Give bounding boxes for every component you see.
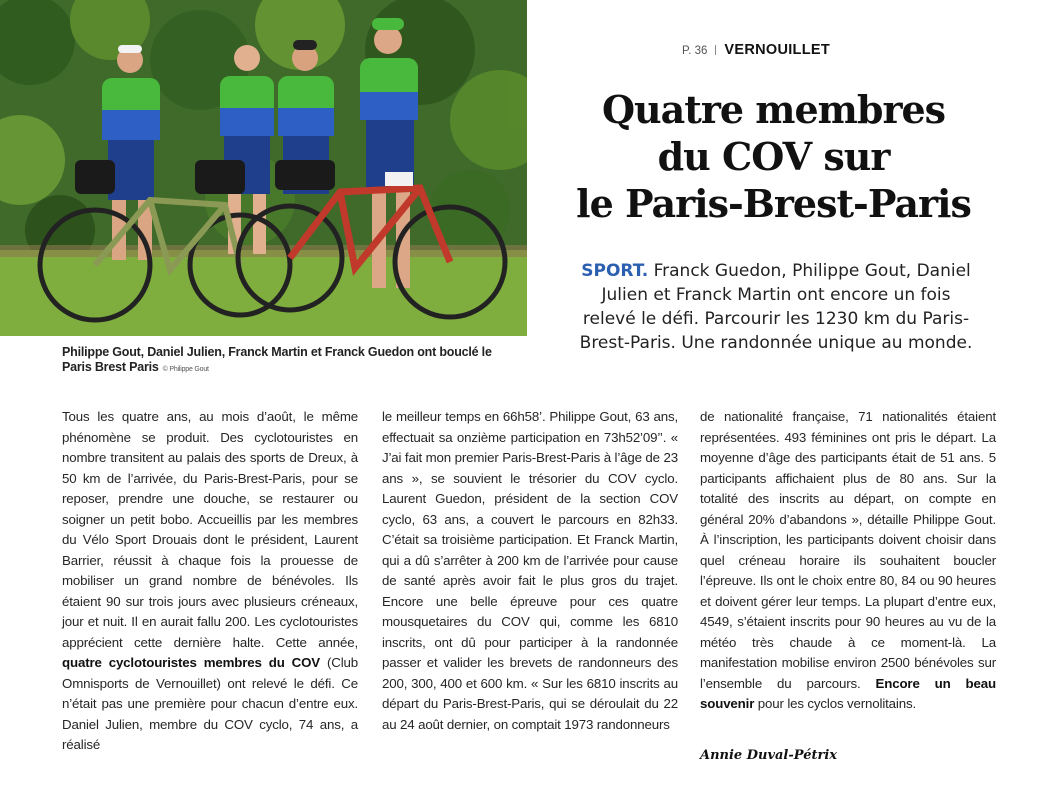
section-name: VERNOUILLET	[724, 42, 830, 58]
col3-highlight: Encore un beau souvenir	[700, 675, 996, 711]
lede	[576, 259, 976, 355]
col1-text-b: (Club Omnisports de Vernouillet) ont relevé le défi. Ce n’était pas une première pour chacun d’entre eux. Daniel Julien, membre du COV cyclo, 74 ans, a réalisé	[62, 655, 359, 752]
body-column-3	[700, 407, 996, 787]
col1-highlight: quatre cyclotouristes membres du COV	[62, 655, 321, 670]
page-number: P. 36	[682, 45, 708, 57]
saddle-bag	[275, 160, 335, 190]
col1-text-a: Tous les quatre ans, au mois d’août, le même phénomène se produit. Des cyclotouristes en nombre transitent au palais des sports de Dreux, à 50 km de l’arrivée, du Paris-Brest-Paris, pour se reposer, prendre une douche, se restaurer ou soigner un petit bobo. Accueillis par les membres du Vélo Sport Drouais dont le président, Laurent Barrier, réussit à chaque fois la prouesse de mobiliser un grand nombre de bénévoles. Ils étaient 90 sur trois jours avec plusieurs créneaux, jour et nuit. Il en aurait fallu 200. Les cyclotouristes apprécient cette dernière halte. Cette année,	[62, 409, 358, 650]
photo-caption	[62, 345, 502, 377]
headline-line-1: Quatre membres	[601, 87, 946, 132]
col3-text-a: de nationalité française, 71 nationalités étaient représentées. 493 féminines ont pris le départ. La moyenne d’âge des participants était de 51 ans. 5 participants affichaient plus de 80 ans. Sur la totalité des inscrits au départ, on compte en général 20% d’abandons », détaille Philippe Gout. À l’inscription, les participants doivent choisir dans quel créneau horaire ils souhaitent boucler l’épreuve. Ils ont le choix entre 80, 84 ou 90 heures et doivent gérer leur temps. La plupart d’entre eux, 4549, s’étaient inscrits pour 90 heures au vu de la météo très chaude à ce moment-là. La manifestation mobilise environ 2500 bénévoles sur l’ensemble du parcours.	[700, 409, 996, 691]
lede-tag: SPORT.	[581, 261, 649, 281]
headline-line-2: du COV sur	[657, 134, 890, 179]
author-signature: Annie Duval-Pétrix	[700, 748, 838, 763]
lede-text: Franck Guedon, Philippe Gout, Daniel Julien et Franck Martin ont encore un fois relevé le défi. Parcourir les 1230 km du Paris-Brest-Paris. Une randonnée unique au monde.	[579, 261, 973, 353]
body-column-1	[62, 407, 358, 787]
caption-text: Philippe Gout, Daniel Julien, Franck Martin et Franck Guedon ont bouclé le Paris Brest Paris	[62, 345, 492, 374]
saddle-bag	[195, 160, 245, 194]
col3-text-b: pour les cyclos vernolitains.	[757, 696, 917, 711]
photo-credit: © Philippe Gout	[162, 366, 209, 373]
kicker	[682, 42, 830, 58]
body-column-2	[382, 407, 678, 787]
headline-line-3: le Paris-Brest-Paris	[576, 181, 971, 226]
col2-text: le meilleur temps en 66h58’. Philippe Gout, 63 ans, effectuait sa onzième participation en 73h52’09’’. « J’ai fait mon premier Paris-Brest-Paris à l’âge de 23 ans », se souvient le trésorier du COV cyclo. Laurent Guedon, président de la section COV cyclo, 63 ans, a couvert le parcours en 82h33. C’était sa troisième participation. Et Franck Martin, qui a dû s’arrêter à 200 km de l’arrivée pour cause de santé après avoir fait le plus gros du trajet. Encore une belle épreuve pour ces quatre mousquetaires du COV qui, comme les 6810 inscrits, ont dû pour participer à la randonnée passer et valider les brevets de randonneurs des 200, 300, 400 et 600 km. « Sur les 6810 inscrits au départ du Paris-Brest-Paris, qui se déroulait du 22 au 24 août dernier, on comptait 1973 randonneurs	[382, 409, 678, 732]
headline	[546, 86, 1001, 227]
handlebar-bag	[75, 160, 115, 194]
kicker-divider	[715, 45, 716, 55]
cyclists-photo-illustration	[0, 0, 527, 336]
article-photo	[0, 0, 527, 336]
